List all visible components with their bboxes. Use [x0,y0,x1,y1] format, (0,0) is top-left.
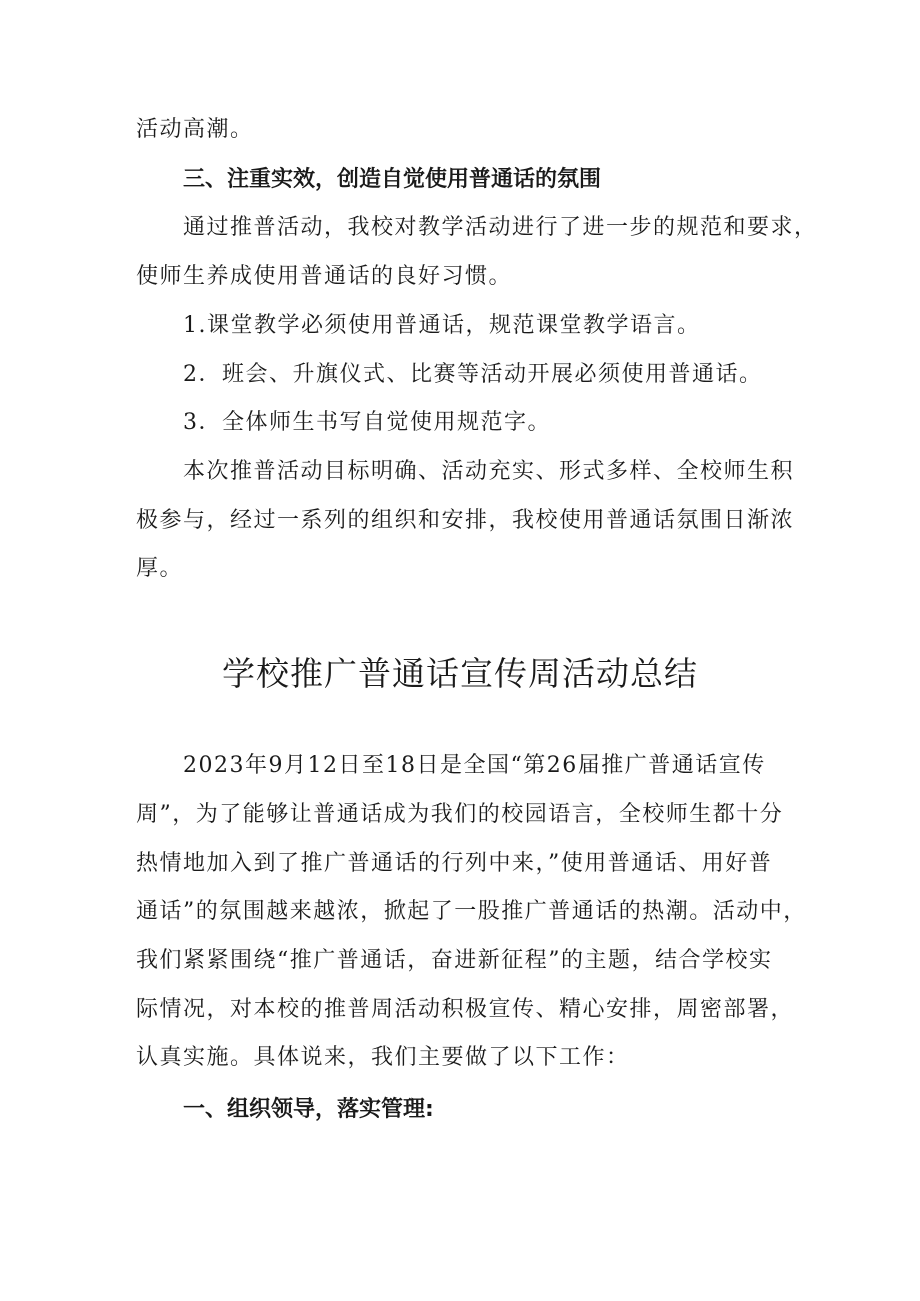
list-item-1: 1.课堂教学必须使用普通话，规范课堂教学语言。 [183,313,701,338]
paragraph-line: 周”，为了能够让普通话成为我们的校园语言，全校师生都十分 [136,802,784,827]
paragraph-line: 通过推普活动，我校对教学活动进行了进一步的规范和要求， [183,215,818,240]
list-item-2: 2．班会、升旗仪式、比赛等活动开展必须使用普通话。 [183,362,763,387]
paragraph-line: 际情况，对本校的推普周活动积极宣传、精心安排，周密部署， [136,997,795,1022]
paragraph-line: 我们紧紧围绕“推广普通话，奋进新征程”的主题，结合学校实 [136,948,773,973]
paragraph-line: 本次推普活动目标明确、活动充实、形式多样、全校师生积 [183,459,795,484]
paragraph-line: 使师生养成使用普通话的良好习惯。 [136,264,513,289]
paragraph-line: 2023年9月12日至18日是全国“第26届推广普通话宣传 [183,753,766,778]
paragraph-line: 热情地加入到了推广普通话的行列中来，”使用普通话、用好普 [136,851,773,876]
document-title: 学校推广普通话宣传周活动总结 [222,654,698,693]
list-item-3: 3．全体师生书写自觉使用规范字。 [183,410,551,435]
paragraph-tail-line: 活动高潮。 [136,117,254,142]
section-heading-1: 一、组织领导，落实管理: [183,1097,434,1122]
section-heading-3: 三、注重实效，创造自觉使用普通话的氛围 [183,167,602,192]
paragraph-line: 厚。 [136,556,184,581]
paragraph-line: 极参与，经过一系列的组织和安排，我校使用普通话氛围日渐浓 [136,508,795,533]
paragraph-line: 认真实施。具体说来，我们主要做了以下工作： [136,1045,630,1070]
paragraph-line: 通话”的氛围越来越浓，掀起了一股推广普通话的热潮。活动中， [136,899,807,924]
